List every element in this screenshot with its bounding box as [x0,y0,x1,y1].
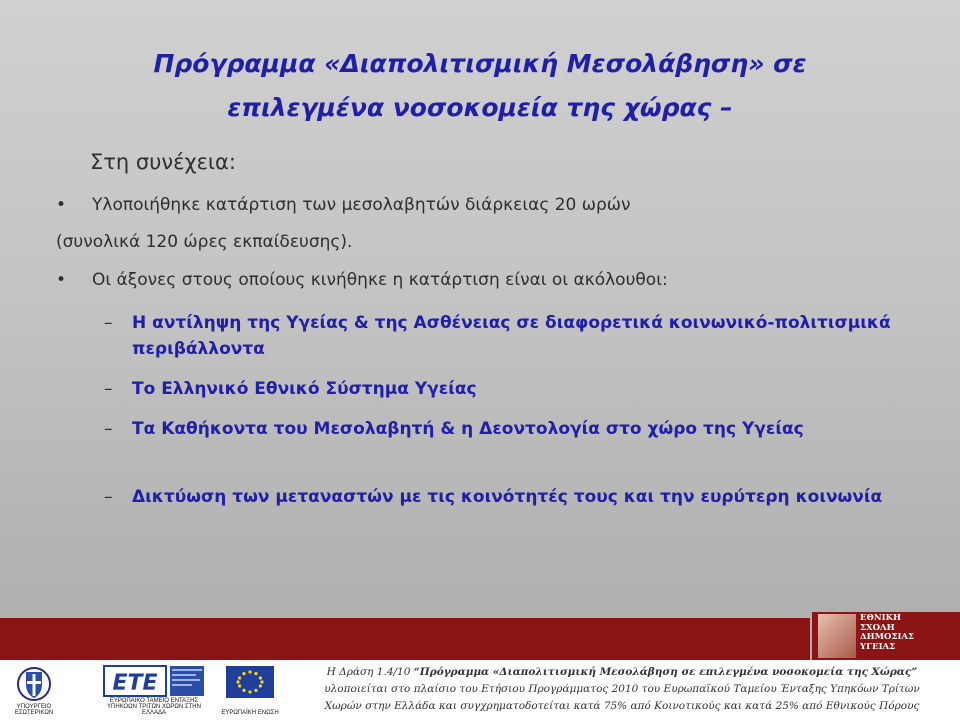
title-line-2: επιλεγμένα νοσοκομεία της χώρας – [227,93,733,122]
ete-logo-icon [100,662,208,700]
esdy-logo [812,612,960,660]
lead-text: Στη συνέχεια: [90,150,236,174]
footer [0,660,960,720]
dash-icon: – [104,419,113,439]
statue-image [818,614,856,658]
bullet-dot-icon: • [56,270,67,290]
eif-logo [100,662,208,716]
bullet-1-continuation: (συνολικά 120 ώρες εκπαίδευσης). [56,232,353,252]
ministry-logo-label: ΥΠΟΥΡΓΕΙΟ ΕΣΩΤΕΡΙΚΩΝ [14,704,54,716]
funding-note-line-2: υλοποιείται στο πλαίσιο του Ετήσιου Προγράμματος 2010 του Ευρωπαϊκού Ταμείου Ένταξης Υπηκόων Τρίτων [324,683,920,695]
dash-icon: – [104,313,113,333]
title-line-1: Πρόγραμμα «Διαπολιτισμική Μεσολάβηση» σε [153,49,807,78]
footer-red-band [0,618,810,660]
bullet-dot-icon: • [56,195,67,215]
bullet-text: Υλοποιήθηκε κατάρτιση των μεσολαβητών διάρκειας 20 ωρών [92,195,631,215]
greek-emblem-icon [4,662,64,708]
funding-note-line-1: Η Δράση 1.4/10 “Πρόγραμμα «Διαπολιτισμική Μεσολάβηση σε επιλεγμένα νοσοκομεία της Χώρας” [326,666,918,678]
esdy-logo-text: ΕΘΝΙΚΗ ΣΧΟΛΗ ΔΗΜΟΣΙΑΣ ΥΓΕΙΑΣ [860,613,915,652]
sub-item-text: Δικτύωση των μεταναστών με τις κοινότητές τους και την ευρύτερη κοινωνία [132,487,883,507]
eu-logo [218,662,282,716]
eu-flag-icon [218,662,282,704]
sub-item-text: Το Ελληνικό Εθνικό Σύστημα Υγείας [132,379,477,399]
ministry-logo [4,662,64,716]
funding-note-line-3: Χωρών στην Ελλάδα και συγχρηματοδοτείται κατά 75% από Κοινοτικούς και κατά 25% από Εθνικούς Πόρους [324,700,920,712]
eif-logo-label: ΕΥΡΩΠΑΪΚΟ ΤΑΜΕΙΟ ΕΝΤΑΞΗΣ ΥΠΗΚΟΩΝ ΤΡΙΤΩΝ ΧΩΡΩΝ ΣΤΗΝ ΕΛΛΑΔΑ [107,698,201,716]
funding-note [288,664,956,715]
sub-item-text: Τα Καθήκοντα του Μεσολαβητή & η Δεοντολογία στο χώρο της Υγείας [132,419,804,439]
dash-icon: – [104,487,113,507]
bullet-text: Οι άξονες στους οποίους κινήθηκε η κατάρτιση είναι οι ακόλουθοι: [92,270,668,290]
eu-logo-label: ΕΥΡΩΠΑΪΚΗ ΕΝΩΣΗ [221,710,279,716]
slide-title [60,42,900,130]
dash-icon: – [104,379,113,399]
svg-text:ΕΤΕ: ΕΤΕ [112,671,158,696]
sub-item-text: Η αντίληψη της Υγείας & της Ασθένειας σε διαφορετικά κοινωνικό-πολιτισμικά περιβάλλοντα [132,313,891,359]
